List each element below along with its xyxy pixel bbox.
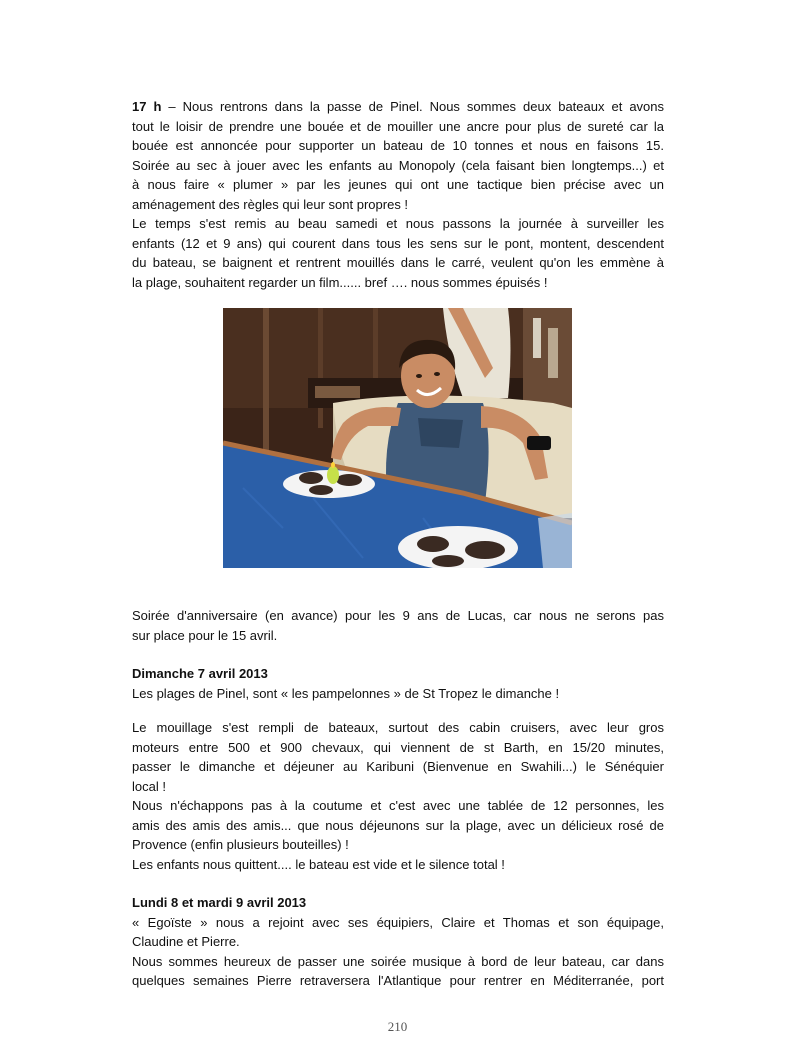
glass [538, 513, 572, 568]
birthday-photo [223, 308, 572, 568]
wood-panel [263, 308, 269, 458]
text-line: local ! [132, 778, 166, 794]
bottle [533, 318, 541, 358]
text-line: Nous n'échappons pas à la coutume et c'est avec une tablée de 12 personnes, les [132, 798, 664, 813]
cake-slice [465, 541, 505, 559]
candle-flame [331, 462, 335, 468]
text-line: 17 h – Nous rentrons dans la passe de Pinel. Nous sommes deux bateaux et avons [132, 99, 665, 114]
text-line: Les enfants nous quittent.... le bateau est vide et le silence total ! [132, 856, 505, 872]
text-line: Provence (enfin plusieurs bouteilles) ! [132, 837, 349, 852]
sunday-paragraph [132, 718, 664, 874]
shirt-print [418, 418, 463, 448]
text-line: moteurs entre 500 et 900 chevaux, qui viennent de st Barth, en 15/20 minutes, [132, 739, 664, 755]
text-line: amis des amis des amis... que nous déjeunons sur la plage, avec un délicieux rosé de [132, 817, 664, 833]
text-line: aménagement des règles qui leur sont propres ! [132, 196, 409, 212]
cake-slice [299, 472, 323, 484]
text-line: Les plages de Pinel, sont « les pampelonnes » de St Tropez le dimanche ! [132, 685, 560, 701]
bottle [548, 328, 558, 378]
cake-slice [417, 536, 449, 552]
text-line: à nous faire « plumer » par les jeunes qui ont une tactique bien précise avec un [132, 177, 664, 192]
text-line: du bateau, se baignent et rentrent mouillés dans le carré, veulent qu'on les emmène à [132, 255, 664, 270]
text-line: bouée est annoncée pour supporter un bateau de 10 tonnes et nous en faisons 15. [132, 138, 664, 153]
monday-heading: Lundi 8 et mardi 9 avril 2013 [132, 895, 307, 910]
page-number: 210 [387, 1019, 408, 1034]
counter-object [315, 386, 360, 398]
text-line: Le mouillage s'est rempli de bateaux, surtout des cabin cruisers, avec leur gros [132, 720, 664, 735]
sunday-heading: Dimanche 7 avril 2013 [132, 666, 268, 681]
text-line: sur place pour le 15 avril. [132, 627, 278, 643]
text-line: Claudine et Pierre. [132, 934, 240, 949]
cake-slice [309, 485, 333, 495]
time-lead: 17 h [132, 99, 162, 114]
wristwatch [527, 436, 551, 450]
text-line: enfants (12 et 9 ans) qui courent dans tous les sens sur le pont, montent, descendent [132, 235, 664, 251]
text-line: quelques semaines Pierre retraversera l'Atlantique pour rentrer en Méditerranée, port [132, 973, 664, 988]
birthday-photo-illustration [223, 308, 572, 568]
boy-eye [434, 372, 440, 376]
monday-paragraph [132, 913, 664, 991]
photo-caption-paragraph [132, 606, 664, 645]
text-line: Nous sommes heureux de passer une soirée musique à bord de leur bateau, car dans [132, 953, 664, 969]
text-line: Soirée au sec à jouer avec les enfants au Monopoly (cela faisant bien longtemps...) et [132, 157, 664, 173]
text-line: « Egoïste » nous a rejoint avec ses équipiers, Claire et Thomas et son équipage, [132, 914, 664, 930]
text-line: Le temps s'est remis au beau samedi et nous passons la journée à surveiller les [132, 216, 664, 231]
text-line: la plage, souhaitent regarder un film...... bref …. nous sommes épuisés ! [132, 274, 548, 290]
cake-slice [432, 555, 464, 567]
text-line: tout le loisir de prendre une bouée et de mouiller une ancre pour plus de sureté car la [132, 118, 664, 134]
sunday-intro [132, 684, 664, 704]
paragraph-17h [132, 97, 664, 292]
text-line: passer le dimanche et déjeuner au Karibuni (Bienvenue en Swahili...) le Sénéquier [132, 759, 664, 774]
boy-eye [416, 374, 422, 378]
wood-panel [318, 308, 323, 428]
candle [327, 466, 339, 484]
text-line: Soirée d'anniversaire (en avance) pour les 9 ans de Lucas, car nous ne serons pas [132, 608, 664, 623]
cake-slice [336, 474, 362, 486]
